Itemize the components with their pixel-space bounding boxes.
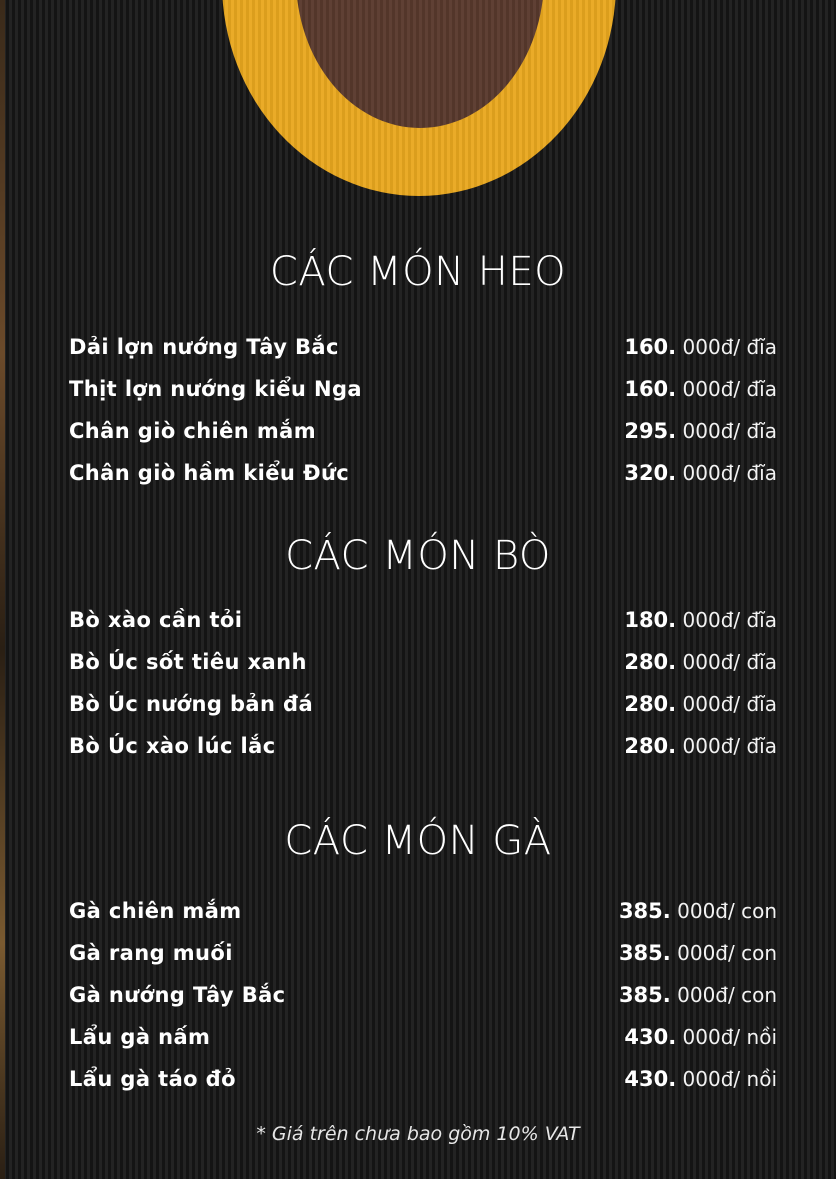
- vat-footnote: * Giá trên chưa bao gồm 10% VAT: [256, 1123, 580, 1145]
- item-name: Gà rang muối: [69, 941, 233, 965]
- menu-item: [69, 980, 777, 1010]
- menu-item: [69, 1022, 777, 1052]
- price-unit: 000đ/ con: [670, 983, 777, 1007]
- section-title-bo: CÁC MÓN BÒ: [285, 533, 551, 579]
- price-unit: 000đ/ con: [670, 899, 777, 923]
- price-unit: 000đ/ đĩa: [676, 377, 777, 401]
- menu-item: [69, 731, 777, 761]
- section-title-heo: CÁC MÓN HEO: [269, 249, 567, 295]
- price-amount: 295.: [624, 419, 677, 443]
- price-unit: 000đ/ con: [670, 941, 777, 965]
- price-unit: 000đ/ đĩa: [676, 461, 777, 485]
- menu-item: [69, 605, 777, 635]
- menu-item: [69, 416, 777, 446]
- price-unit: 000đ/ nồi: [676, 1067, 777, 1091]
- menu-item: [69, 1064, 777, 1094]
- price-unit: 000đ/ đĩa: [676, 335, 777, 359]
- price-unit: 000đ/ đĩa: [676, 608, 777, 632]
- price-amount: 320.: [624, 461, 677, 485]
- price-amount: 280.: [624, 734, 677, 758]
- price-amount: 385.: [618, 899, 671, 923]
- item-price: [624, 461, 777, 485]
- item-price: [619, 941, 777, 965]
- price-amount: 280.: [624, 692, 677, 716]
- item-name: Gà nướng Tây Bắc: [69, 983, 286, 1007]
- item-price: [624, 335, 777, 359]
- price-unit: 000đ/ nồi: [676, 1025, 777, 1049]
- menu-item: [69, 689, 777, 719]
- item-price: [619, 983, 777, 1007]
- item-name: Dải lợn nướng Tây Bắc: [69, 335, 339, 359]
- item-name: Lẩu gà táo đỏ: [69, 1067, 236, 1091]
- price-amount: 430.: [624, 1067, 677, 1091]
- section-title-ga: CÁC MÓN GÀ: [284, 818, 552, 864]
- item-price: [624, 692, 777, 716]
- price-amount: 385.: [618, 983, 671, 1007]
- menu-item: [69, 938, 777, 968]
- menu-item: [69, 332, 777, 362]
- item-price: [624, 734, 777, 758]
- price-unit: 000đ/ đĩa: [676, 692, 777, 716]
- item-name: Bò Úc xào lúc lắc: [69, 734, 276, 758]
- price-unit: 000đ/ đĩa: [676, 419, 777, 443]
- item-price: [624, 650, 777, 674]
- price-amount: 385.: [618, 941, 671, 965]
- item-name: Chân giò chiên mắm: [69, 419, 316, 443]
- item-name: Lẩu gà nấm: [69, 1025, 211, 1049]
- item-price: [619, 899, 777, 923]
- item-name: Thịt lợn nướng kiểu Nga: [69, 377, 362, 401]
- price-unit: 000đ/ đĩa: [676, 650, 777, 674]
- menu-item: [69, 458, 777, 488]
- price-amount: 160.: [624, 335, 677, 359]
- item-name: Bò Úc sốt tiêu xanh: [69, 650, 307, 674]
- item-price: [624, 419, 777, 443]
- left-edge-decoration: [0, 0, 5, 1179]
- menu-item: [69, 647, 777, 677]
- price-unit: 000đ/ đĩa: [676, 734, 777, 758]
- menu-item: [69, 374, 777, 404]
- item-price: [624, 608, 777, 632]
- menu-item: [69, 896, 777, 926]
- item-price: [624, 377, 777, 401]
- price-amount: 160.: [624, 377, 677, 401]
- item-price: [624, 1067, 777, 1091]
- item-name: Chân giò hầm kiểu Đức: [69, 461, 350, 485]
- item-name: Bò Úc nướng bản đá: [69, 692, 314, 716]
- item-price: [624, 1025, 777, 1049]
- price-amount: 180.: [624, 608, 677, 632]
- item-name: Bò xào cần tỏi: [69, 608, 243, 632]
- price-amount: 430.: [624, 1025, 677, 1049]
- item-name: Gà chiên mắm: [69, 899, 242, 923]
- price-amount: 280.: [624, 650, 677, 674]
